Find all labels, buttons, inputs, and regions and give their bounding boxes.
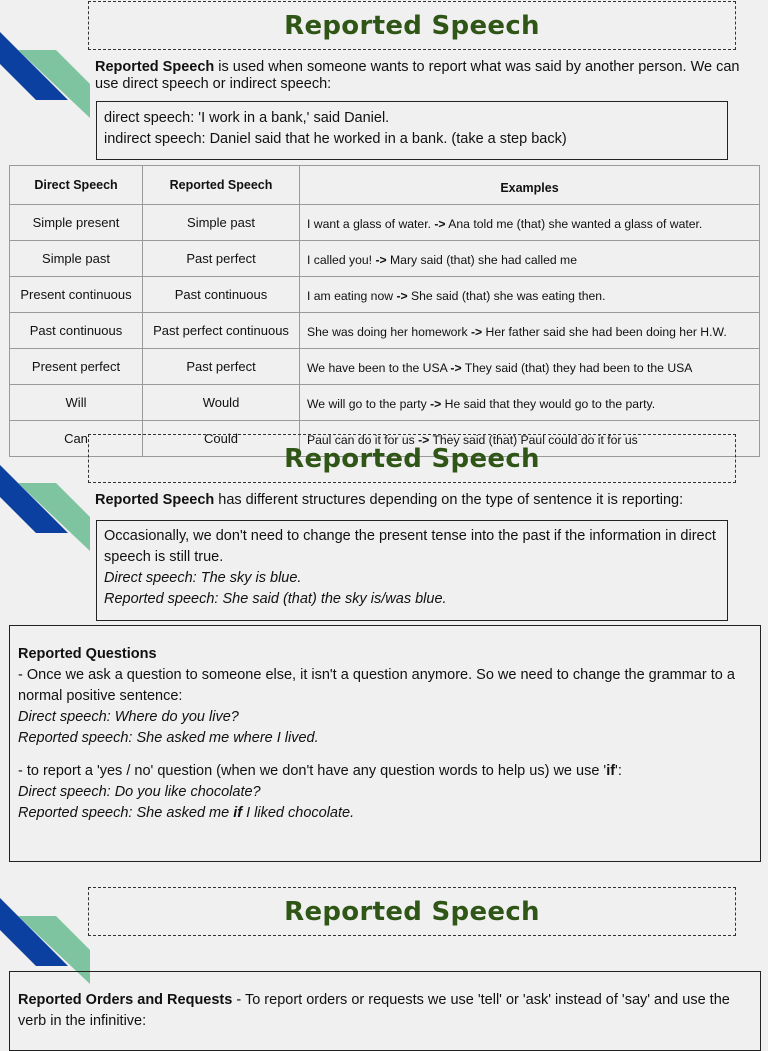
tense-shift-table — [9, 165, 760, 457]
table-row: Present perfect Past perfect We have been to the USA -> They said (that) they had been to the USA — [10, 349, 760, 385]
tense-note-box — [96, 520, 728, 621]
header-reported-speech: Reported Speech — [143, 166, 300, 205]
table-header-row — [10, 166, 760, 205]
direct-speech-example: direct speech: 'I work in a bank,' said Daniel. — [104, 110, 390, 126]
table-row: Present continuous Past continuous I am eating now -> She said (that) she was eating then. — [10, 277, 760, 313]
direct-speech-example: Direct speech: Where do you live? — [18, 709, 239, 725]
table-row: Will Would We will go to the party -> He said that they would go to the party. — [10, 385, 760, 421]
table-row: Can Could Paul can do it for us -> They said (that) Paul could do it for us — [10, 421, 760, 457]
table-row: Past continuous Past perfect continuous She was doing her homework -> Her father said she had been doing her H.W. — [10, 313, 760, 349]
section-title: Reported Speech — [284, 10, 540, 41]
decorative-stripes-icon — [0, 463, 90, 553]
yes-no-explanation: - to report a 'yes / no' question (when we don't have any question words to help us) we use 'if': — [18, 763, 622, 779]
indirect-speech-example: indirect speech: Daniel said that he worked in a bank. (take a step back) — [104, 131, 567, 147]
reported-speech-example: Reported speech: She asked me if I liked chocolate. — [18, 805, 355, 821]
direct-speech-example: Direct speech: Do you like chocolate? — [18, 784, 261, 800]
decorative-stripes-icon — [0, 30, 90, 120]
section-title-box — [88, 434, 736, 483]
table-row: Simple past Past perfect I called you! -> Mary said (that) she had called me — [10, 241, 760, 277]
reported-speech-example: Reported speech: She asked me where I lived. — [18, 730, 319, 746]
header-direct-speech: Direct Speech — [10, 166, 143, 205]
example-box — [96, 101, 728, 160]
table-row: Simple present Simple past I want a glass of water. -> Ana told me (that) she wanted a glass of water. — [10, 205, 760, 241]
section-title: Reported Speech — [284, 443, 540, 474]
intro-paragraph: Reported Speech has different structures depending on the type of sentence it is reporting: — [95, 492, 684, 508]
section-title-box — [88, 1, 736, 50]
section-title-box — [88, 887, 736, 936]
reported-questions-box — [9, 625, 761, 862]
reported-speech-example: Reported speech: She said (that) the sky is/was blue. — [104, 591, 447, 607]
reported-questions-heading: Reported Questions — [18, 646, 157, 662]
header-examples: Examples — [300, 166, 760, 205]
reported-orders-text: Reported Orders and Requests - To report orders or requests we use 'tell' or 'ask' instead of 'say' and use the verb in the infinitive: — [18, 992, 730, 1029]
questions-explanation: - Once we ask a question to someone else, it isn't a question anymore. So we need to change the grammar to a normal positive sentence: — [18, 667, 735, 704]
direct-speech-example: Direct speech: The sky is blue. — [104, 570, 302, 586]
tense-note-text: Occasionally, we don't need to change the present tense into the past if the information in direct speech is still true. — [104, 528, 716, 565]
reported-orders-box — [9, 971, 761, 1051]
section-title: Reported Speech — [284, 896, 540, 927]
intro-paragraph: Reported Speech is used when someone wants to report what was said by another person. We can use direct speech or indirect speech: — [95, 59, 740, 92]
